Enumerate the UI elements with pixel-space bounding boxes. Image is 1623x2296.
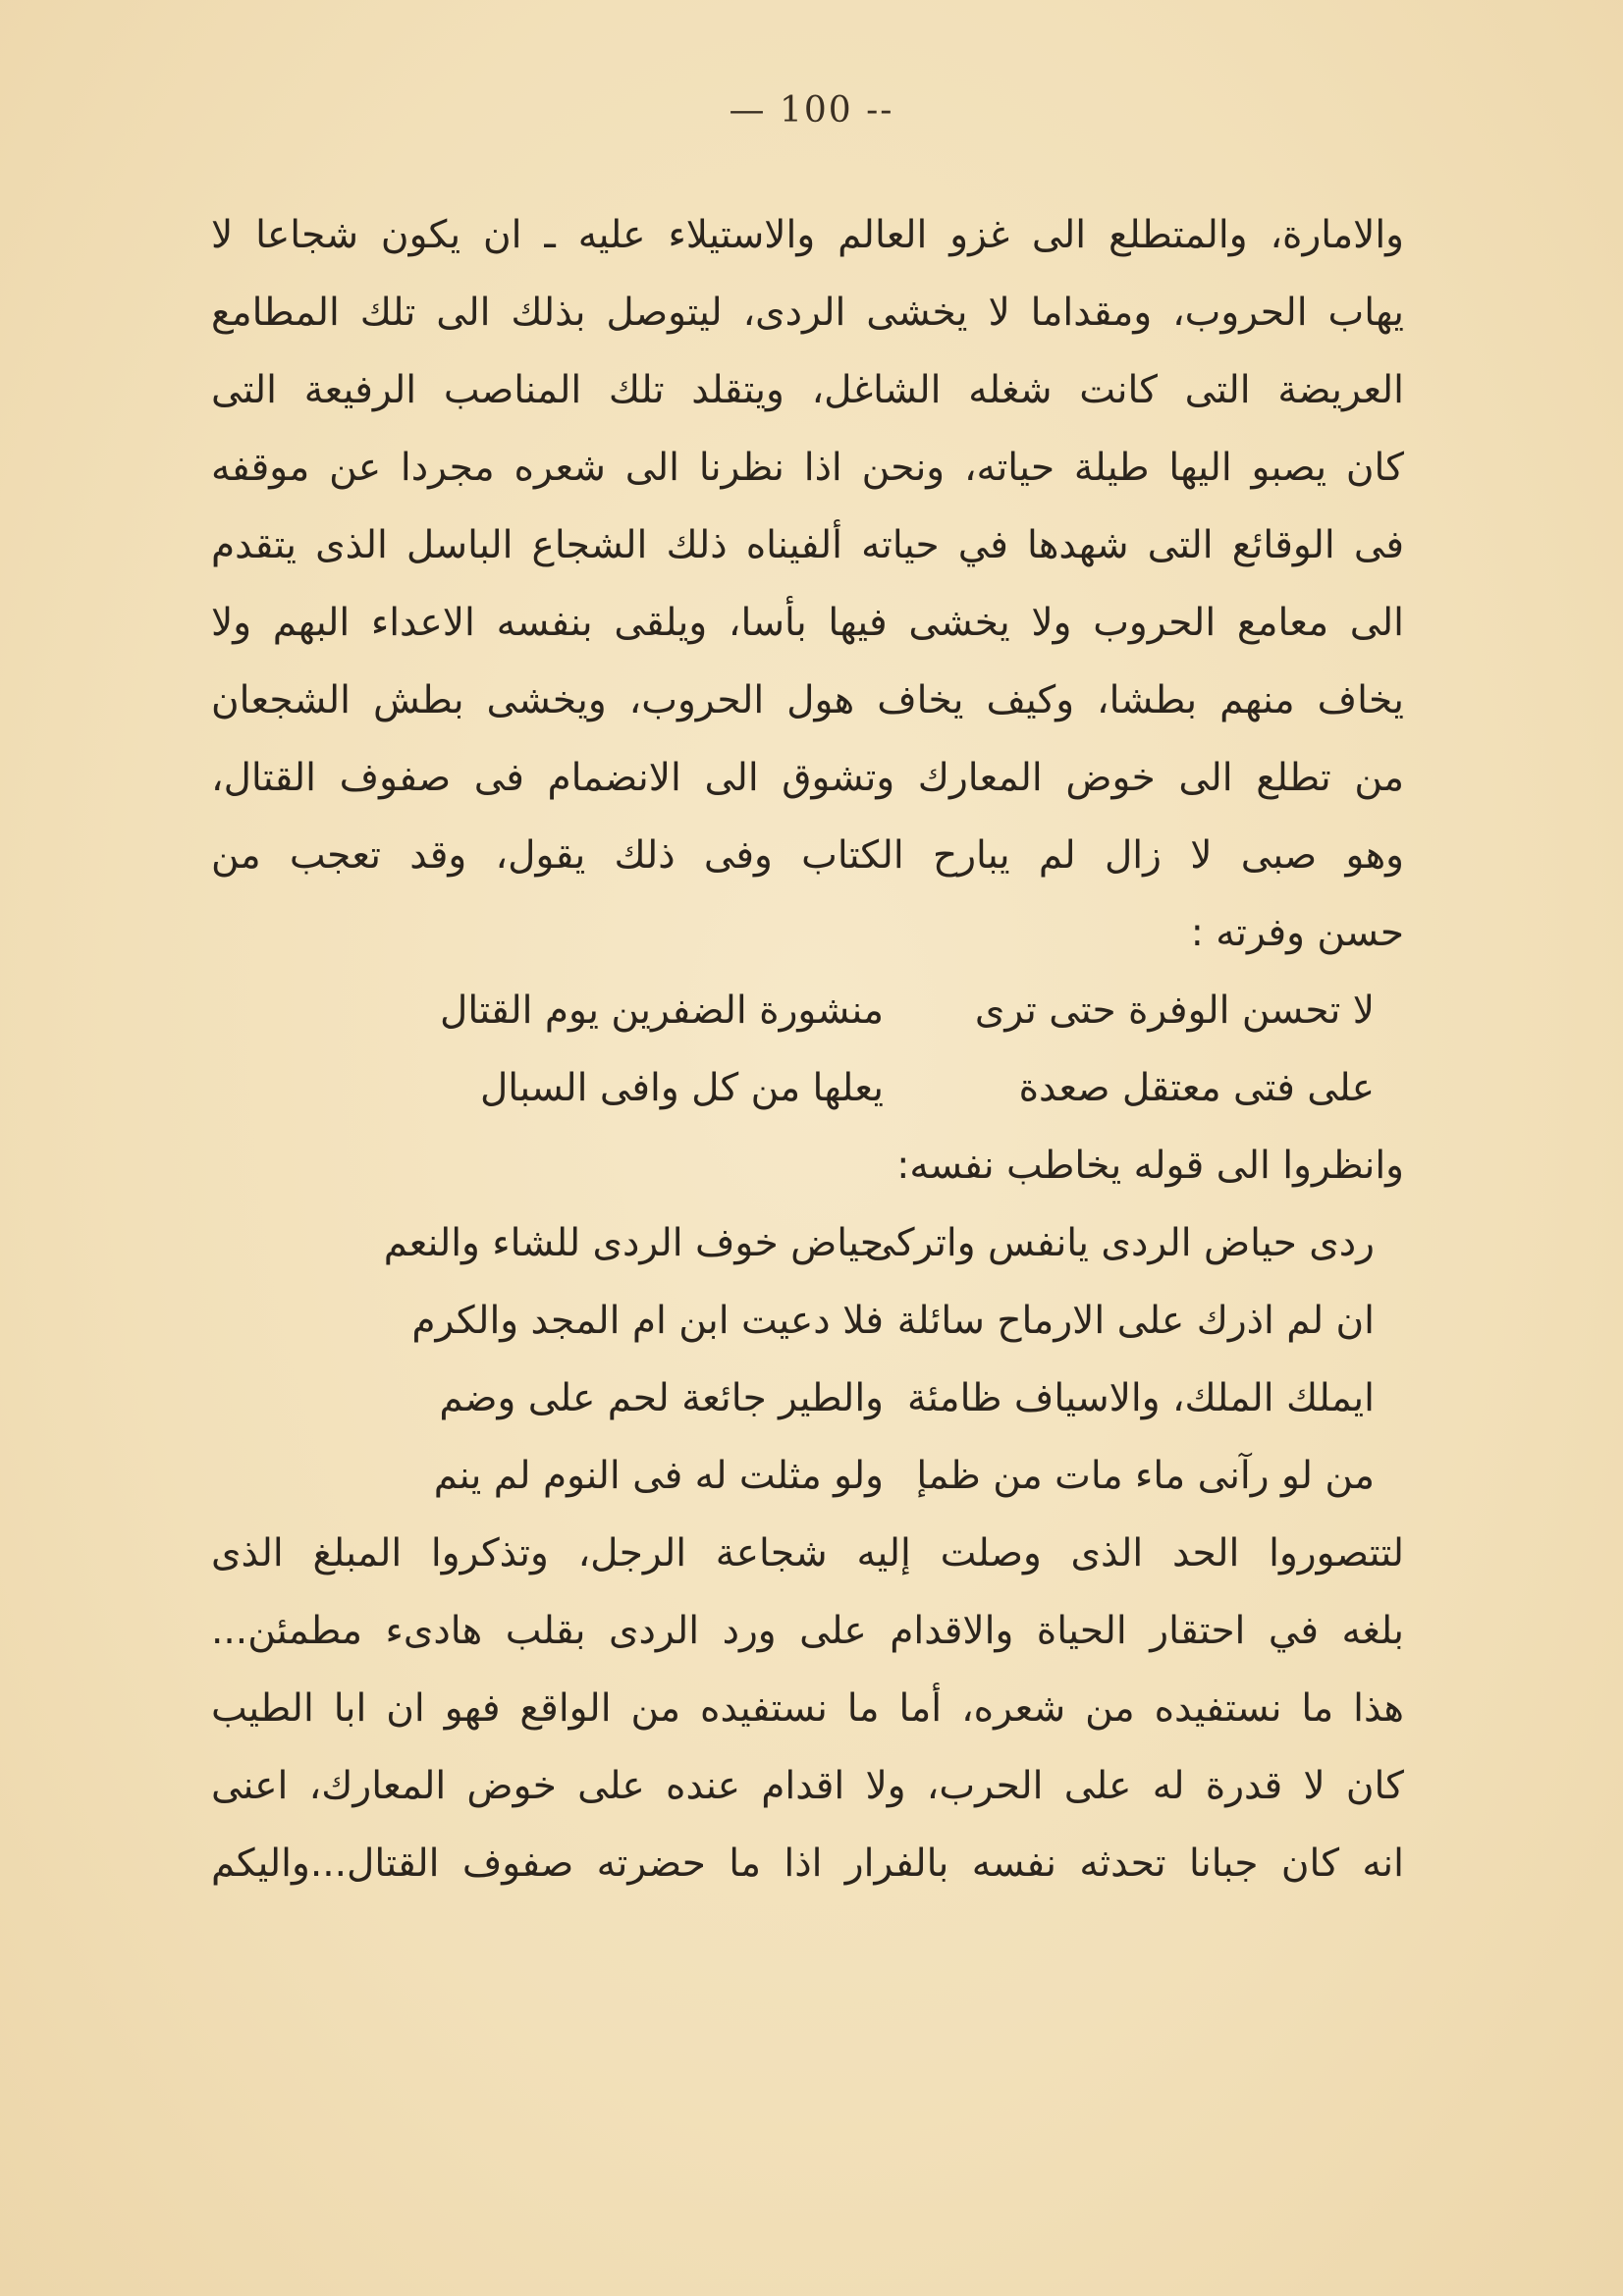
page-text	[211, 196, 1404, 1902]
verse-second-hemistich: والطير جائعة لحم على وضم	[439, 1376, 884, 1420]
poem-intro-line: وانظروا الى قوله يخاطب نفسه:	[896, 1144, 1404, 1188]
verse-second-hemistich: حياض خوف الردى للشاء والنعم	[383, 1221, 884, 1265]
verse-second-hemistich: يعلها من كل وافى السبال	[479, 1066, 884, 1110]
verse-first-hemistich: ردى حياض الردى يانفس واتركى	[864, 1221, 1375, 1265]
text-line: كان يصبو اليها طيلة حياته، ونحن اذا نظرنا الى شعره مجردا عن موقفه	[211, 446, 1404, 490]
poem-verses-1	[211, 972, 1404, 1127]
verse-first-hemistich: ايملك الملك، والاسياف ظامئة	[907, 1376, 1375, 1420]
verse-second-hemistich: ولو مثلت له فى النوم لم ينم	[433, 1454, 884, 1498]
verse-first-hemistich: على فتى معتقل صعدة	[1018, 1066, 1375, 1110]
poem-verse	[211, 972, 1404, 1049]
verse-first-hemistich: لا تحسن الوفرة حتى ترى	[974, 988, 1375, 1033]
text-line: يهاب الحروب، ومقداما لا يخشى الردى، ليتوصل بذلك الى تلك المطامع	[211, 291, 1404, 335]
text-line: وهو صبى لا زال لم يبارح الكتاب وفى ذلك يقول، وقد تعجب من	[211, 833, 1404, 878]
text-line: انه كان جبانا تحدثه نفسه بالفرار اذا ما حضرته صفوف القتال...واليكم	[211, 1842, 1404, 1886]
verse-second-hemistich: فلا دعيت ابن ام المجد والكرم	[411, 1299, 884, 1343]
page-number: — 100 --	[729, 90, 894, 131]
text-line: كان لا قدرة له على الحرب، ولا اقدام عنده على خوض المعارك، اعنى	[211, 1764, 1404, 1808]
text-line: والامارة، والمتطلع الى غزو العالم والاستيلاء عليه ـ ان يكون شجاعا لا	[211, 213, 1404, 257]
text-line: يخاف منهم بطشا، وكيف يخاف هول الحروب، ويخشى بطش الشجعان	[211, 678, 1404, 722]
text-line: حسن وفرته :	[1190, 911, 1404, 955]
paragraph-2	[211, 1515, 1404, 1902]
verse-first-hemistich: من لو رآنى ماء مات من ظمإ	[916, 1454, 1375, 1498]
paragraph-1	[211, 196, 1404, 972]
text-line: العريضة التى كانت شغله الشاغل، ويتقلد تلك المناصب الرفيعة التى	[211, 368, 1404, 412]
poem-verse	[211, 1360, 1404, 1437]
poem-verse	[211, 1049, 1404, 1127]
poem-verse	[211, 1437, 1404, 1515]
poem-verse	[211, 1282, 1404, 1360]
text-line: من تطلع الى خوض المعارك وتشوق الى الانضمام فى صفوف القتال،	[211, 756, 1404, 800]
verse-second-hemistich: منشورة الضفرين يوم القتال	[440, 988, 884, 1033]
poem-verses-2	[211, 1204, 1404, 1515]
poem-verse	[211, 1204, 1404, 1282]
text-line: لتتصوروا الحد الذى وصلت إليه شجاعة الرجل، وتذكروا المبلغ الذى	[211, 1531, 1404, 1575]
text-line: بلغه في احتقار الحياة والاقدام على ورد الردى بقلب هادىء مطمئن...	[211, 1609, 1404, 1653]
verse-first-hemistich: ان لم اذرك على الارماح سائلة	[896, 1299, 1375, 1343]
text-line: فى الوقائع التى شهدها في حياته ألفيناه ذلك الشجاع الباسل الذى يتقدم	[211, 523, 1404, 567]
text-line: هذا ما نستفيده من شعره، أما ما نستفيده من الواقع فهو ان ابا الطيب	[211, 1686, 1404, 1731]
text-line: الى معامع الحروب ولا يخشى فيها بأسا، ويلقى بنفسه الاعداء البهم ولا	[211, 601, 1404, 645]
